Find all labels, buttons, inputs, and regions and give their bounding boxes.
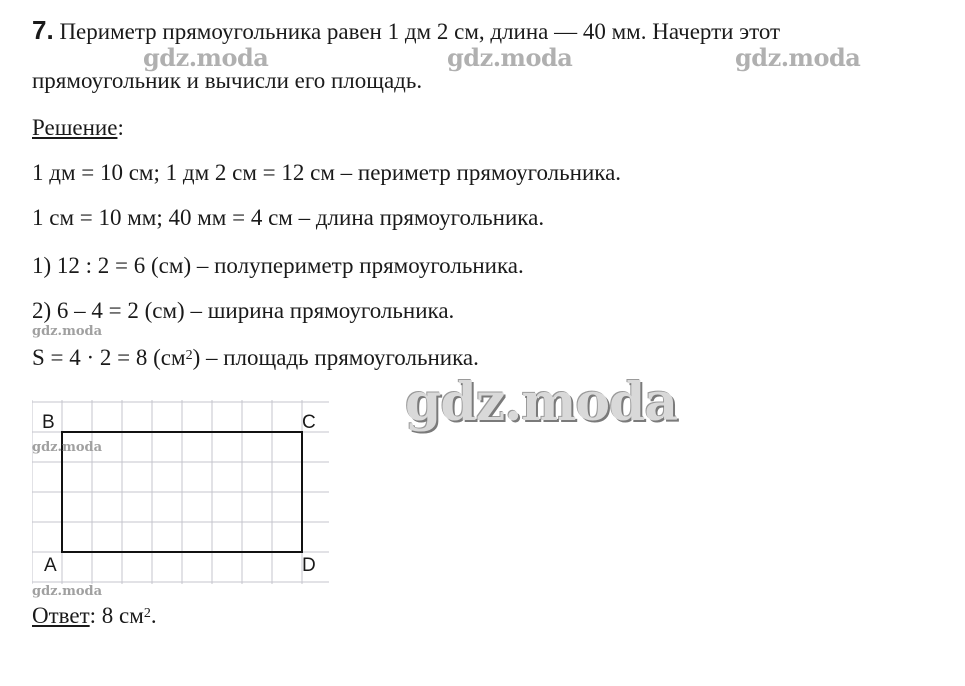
watermark: gdz.moda — [143, 43, 269, 72]
solution-step: 1 см = 10 мм; 40 мм = 4 см – длина прямоугольника. — [32, 205, 545, 230]
area-formula — [32, 344, 479, 372]
rectangle-figure — [32, 400, 329, 584]
solution-heading-colon: : — [117, 115, 124, 140]
watermark: gdz.moda — [32, 324, 103, 339]
solution-step: 2) 6 – 4 = 2 (см) – ширина прямоугольника. — [32, 298, 455, 323]
task-line-1 — [32, 16, 780, 46]
solution-step: 1) 12 : 2 = 6 (см) – полупериметр прямоугольника. — [32, 253, 524, 278]
task-number: 7. — [32, 15, 54, 45]
answer-text: : 8 см — [89, 603, 144, 628]
solution-heading-line — [32, 114, 124, 142]
watermark: gdz.moda — [32, 440, 103, 455]
watermark: gdz.moda — [447, 43, 573, 72]
grid-drawing — [32, 400, 329, 584]
answer-label: Ответ — [32, 603, 90, 628]
area-sup: 2 — [185, 348, 193, 363]
grid-lines — [32, 400, 329, 584]
point-label-a: A — [44, 555, 57, 576]
answer-line — [32, 602, 157, 630]
watermark: gdz.moda — [32, 584, 103, 599]
task-line-2: прямоугольник и вычисли его площадь. — [32, 68, 423, 93]
point-label-b: B — [42, 412, 55, 433]
solution-heading: Решение — [32, 115, 118, 140]
solution-step: 1 дм = 10 см; 1 дм 2 см = 12 см – периметр прямоугольника. — [32, 160, 622, 185]
answer-sup: 2 — [143, 606, 151, 621]
area-prefix: S = 4 · 2 = 8 (см — [32, 345, 186, 370]
watermark: gdz.moda — [735, 43, 861, 72]
point-label-c: C — [302, 412, 316, 433]
watermark-large: gdz.moda — [405, 372, 678, 433]
answer-end: . — [150, 603, 157, 628]
point-label-d: D — [302, 555, 316, 576]
task-text-1: Периметр прямоугольника равен 1 дм 2 см, длина — 40 мм. Начерти этот — [59, 19, 781, 44]
area-suffix: ) – площадь прямоугольника. — [192, 345, 479, 370]
